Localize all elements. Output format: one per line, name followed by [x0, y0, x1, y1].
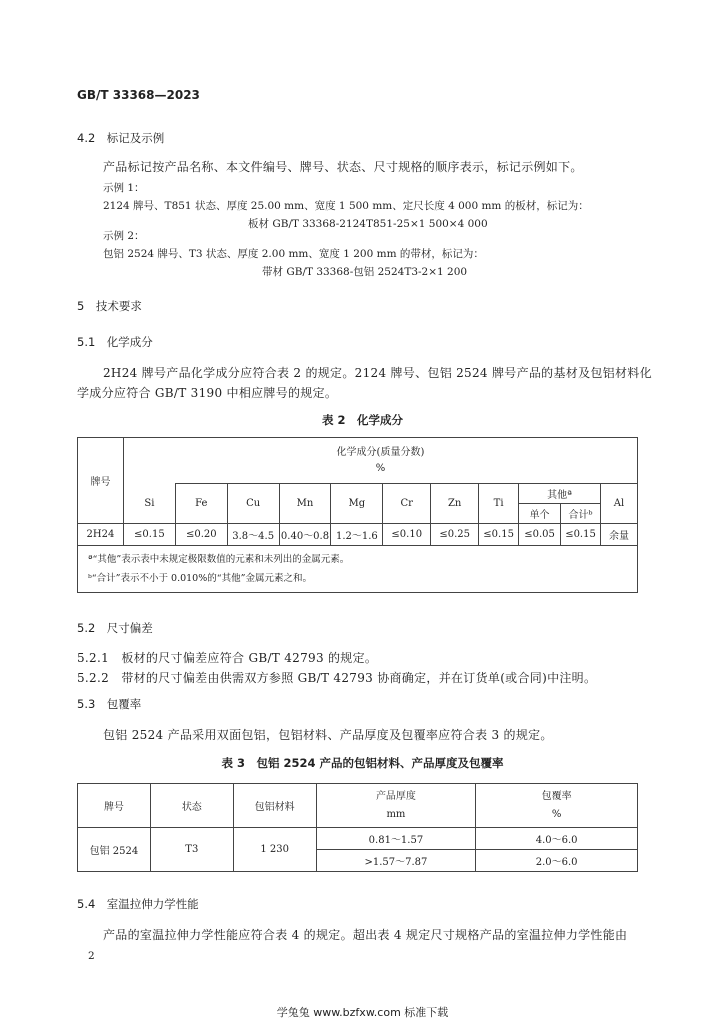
element-header: Mn: [279, 484, 331, 524]
al-header: Al: [601, 484, 638, 524]
section-5-4-para: 产品的室温拉伸力学性能应符合表 4 的规定。超出表 4 规定尺寸规格产品的室温拉伸力学性能由: [103, 928, 628, 942]
standard-number: GB/T 33368—2023: [77, 88, 200, 102]
section-4-2-intro: 产品标记按产品名称、本文件编号、牌号、状态、尺寸规格的顺序表示，标记示例如下。: [103, 160, 583, 174]
element-header: Cr: [383, 484, 431, 524]
value-cell: 3.8～4.5: [227, 524, 279, 546]
value-cell: ≤0.15: [561, 524, 601, 546]
other-single-header: 单个: [519, 504, 561, 524]
element-header: Zn: [431, 484, 479, 524]
ratio-cell: 2.0～6.0: [476, 850, 638, 872]
example-1-label: 示例 1：: [103, 182, 145, 194]
composition-group-header: [123, 438, 637, 484]
other-header: 其他ª: [519, 484, 601, 504]
table-note-b: ᵇ“合计”表示不小于 0.010%的“其他”金属元素之和。: [88, 573, 312, 584]
table-3-caption: 表 3 包铝 2524 产品的包铝材料、产品厚度及包覆率: [221, 756, 504, 770]
section-5-heading: 5 技术要求: [77, 299, 142, 313]
element-header: Mg: [331, 484, 383, 524]
example-1-mark: 板材 GB/T 33368-2124T851-25×1 500×4 000: [248, 218, 488, 230]
value-cell: ≤0.05: [519, 524, 561, 546]
clad-ratio-header-label: 包覆率: [541, 790, 572, 802]
example-1-text: 2124 牌号、T851 状态、厚度 25.00 mm、宽度 1 500 mm、定尺长度 4 000 mm 的板材，标记为：: [103, 200, 589, 212]
element-header: Fe: [175, 484, 227, 524]
composition-header-label: 化学成分(质量分数): [336, 446, 425, 458]
thickness-header: [316, 784, 476, 828]
thickness-unit: mm: [386, 808, 406, 820]
other-total-header: 合计ᵇ: [561, 504, 601, 524]
clad-material-cell: 1 230: [233, 828, 316, 872]
example-2-text: 包铝 2524 牌号、T3 状态、厚度 2.00 mm、宽度 1 200 mm 的带材，标记为：: [103, 248, 484, 260]
value-cell: 0.40～0.8: [279, 524, 331, 546]
clad-material-header: 包铝材料: [233, 784, 316, 828]
example-2-mark: 带材 GB/T 33368-包铝 2524T3-2×1 200: [262, 266, 468, 278]
section-5-2-1: 5.2.1 板材的尺寸偏差应符合 GB/T 42793 的规定。: [77, 651, 378, 665]
site-footer: 学兔兔 www.bzfxw.com 标准下载: [276, 1006, 449, 1019]
value-cell: ≤0.25: [431, 524, 479, 546]
value-cell: ≤0.20: [175, 524, 227, 546]
grade-cell: 包铝 2524: [78, 828, 151, 872]
section-5-1-line-1: 2H24 牌号产品化学成分应符合表 2 的规定。2124 牌号、包铝 2524 牌号产品的基材及包铝材料化: [103, 366, 652, 380]
value-cell: 1.2～1.6: [331, 524, 383, 546]
table-row: [78, 828, 638, 850]
section-5-2-heading: 5.2 尺寸偏差: [77, 621, 153, 635]
section-5-3-para: 包铝 2524 产品采用双面包铝，包铝材料、产品厚度及包覆率应符合表 3 的规定。: [103, 728, 553, 742]
chemical-composition-table: [77, 437, 638, 593]
temper-cell: T3: [150, 828, 233, 872]
element-header: Cu: [227, 484, 279, 524]
table-note-a: ª“其他”表示表中未规定极限数值的元素和未列出的金属元素。: [88, 554, 350, 565]
section-5-2-2: 5.2.2 带材的尺寸偏差由供需双方参照 GB/T 42793 协商确定，并在订货单(或合同)中注明。: [77, 671, 597, 685]
thickness-cell: 0.81～1.57: [316, 828, 476, 850]
clad-ratio-unit: %: [551, 808, 562, 820]
section-5-1-line-2: 学成分应符合 GB/T 3190 中相应牌号的规定。: [77, 386, 338, 400]
section-5-3-heading: 5.3 包覆率: [77, 697, 142, 711]
cladding-table: [77, 783, 638, 872]
section-5-4-heading: 5.4 室温拉伸力学性能: [77, 897, 199, 911]
section-4-2-heading: 4.2 标记及示例: [77, 131, 165, 145]
element-header: Ti: [479, 484, 519, 524]
grade-header: 牌号: [78, 784, 151, 828]
page-number: 2: [88, 950, 95, 962]
value-cell: ≤0.15: [123, 524, 175, 546]
table-row: [78, 524, 638, 546]
ratio-cell: 4.0～6.0: [476, 828, 638, 850]
thickness-header-label: 产品厚度: [375, 790, 416, 802]
composition-unit: %: [375, 462, 386, 474]
value-cell: ≤0.15: [479, 524, 519, 546]
element-header: Si: [123, 484, 175, 524]
example-2-label: 示例 2：: [103, 230, 145, 242]
temper-header: 状态: [150, 784, 233, 828]
clad-ratio-header: [476, 784, 638, 828]
section-5-1-heading: 5.1 化学成分: [77, 335, 153, 349]
table-notes: [78, 546, 638, 593]
table-2-caption: 表 2 化学成分: [321, 413, 403, 427]
thickness-cell: >1.57～7.87: [316, 850, 476, 872]
value-cell: 余量: [601, 524, 638, 546]
grade-header: 牌号: [78, 438, 124, 524]
grade-cell: 2H24: [78, 524, 124, 546]
value-cell: ≤0.10: [383, 524, 431, 546]
